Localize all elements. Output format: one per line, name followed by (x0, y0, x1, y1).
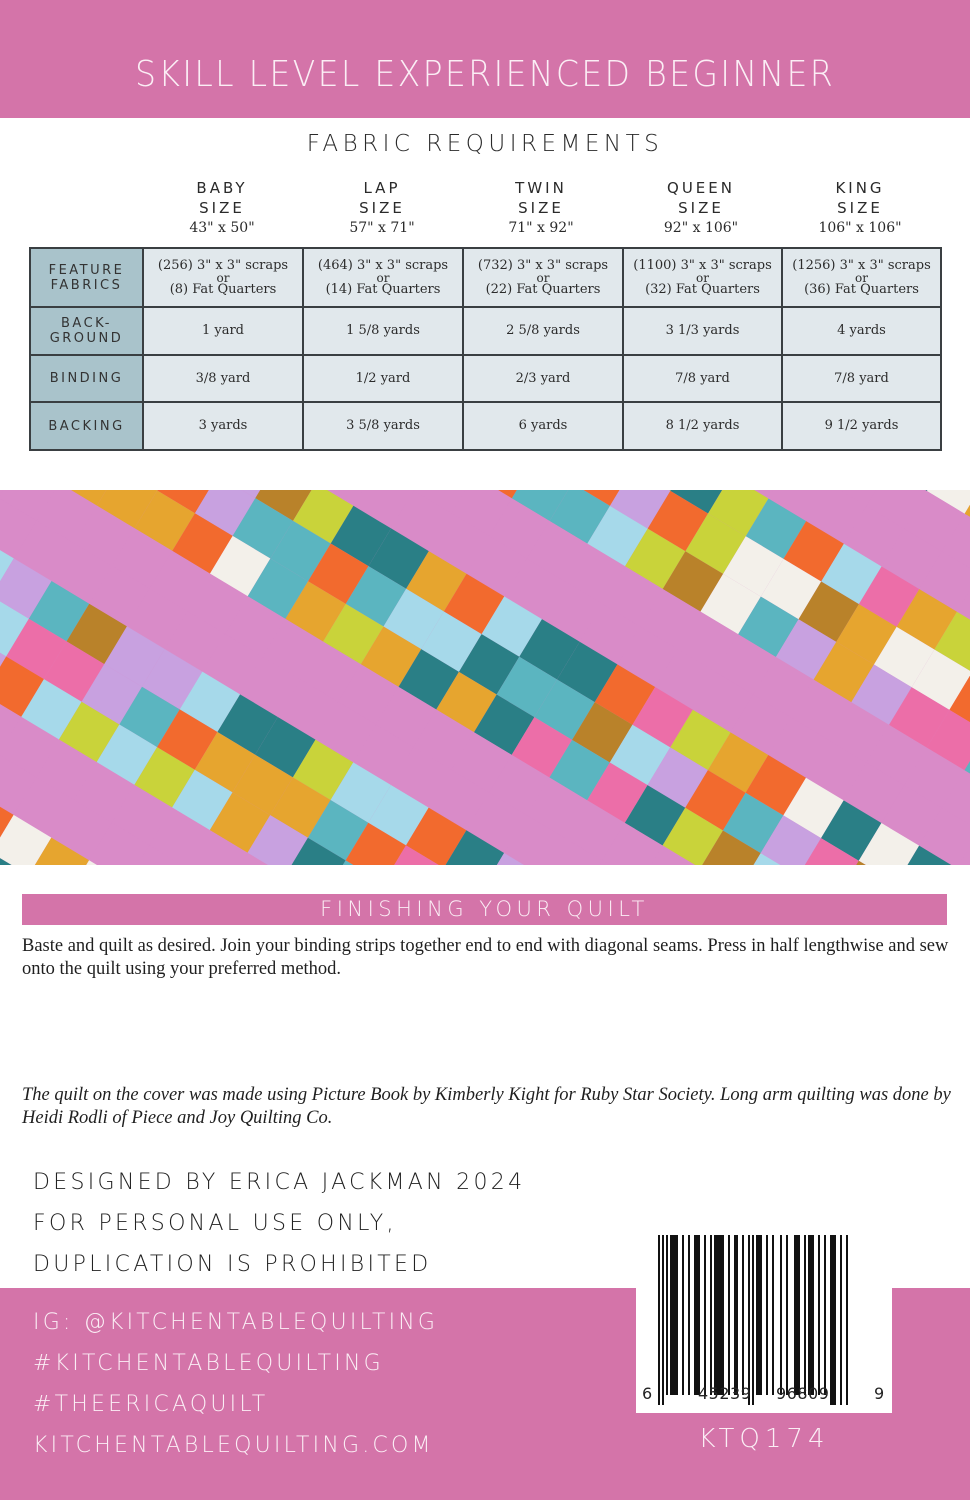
cell-line: (36) Fat Quarters (804, 281, 919, 297)
instagram-handle: IG: @KITCHENTABLEQUILTING (33, 1310, 439, 1335)
table-cell: 1/2 yard (303, 355, 463, 402)
copyright-line: DUPLICATION IS PROHIBITED (33, 1252, 432, 1277)
table-cell: 3 1/3 yards (623, 307, 782, 355)
barcode (636, 1220, 892, 1413)
size-header-king (780, 178, 940, 238)
size-name: BABY (196, 179, 248, 197)
finishing-title: FINISHING YOUR QUILT (320, 897, 649, 921)
copyright-line: FOR PERSONAL USE ONLY, (33, 1211, 397, 1236)
skill-level-title: SKILL LEVEL EXPERIENCED BEGINNER (134, 54, 836, 95)
size-name: LAP (363, 179, 401, 197)
table-cell (463, 248, 623, 307)
table-cell (623, 248, 782, 307)
cell-or: or (696, 270, 709, 285)
fabric-credit: The quilt on the cover was made using Picture Book by Kimberly Kight for Ruby Star Society. Long arm quilting was done by Heidi Rodli of Piece and Joy Quilting Co. (22, 1085, 951, 1128)
size-name: KING (835, 179, 885, 197)
pattern-sku: KTQ174 (698, 1424, 830, 1454)
finishing-instructions: Baste and quilt as desired. Join your binding strips together end to end with diagonal seams. Press in half lengthwise and sew onto the quilt using your preferred method. (22, 936, 949, 979)
designer-line: DESIGNED BY ERICA JACKMAN 2024 (33, 1170, 526, 1195)
table-cell: 3 5/8 yards (303, 402, 463, 450)
row-header-feature-fabrics (30, 248, 143, 307)
fabric-requirements-title: FABRIC REQUIREMENTS (306, 131, 664, 157)
designer-block (33, 1162, 653, 1285)
barcode-group-right: 96809 (776, 1384, 830, 1403)
table-cell: 2 5/8 yards (463, 307, 623, 355)
cell-line: (256) 3" x 3" scraps (157, 257, 289, 273)
cell-line: (32) Fat Quarters (645, 281, 760, 297)
table-cell: 7/8 yard (782, 355, 941, 402)
table-cell (303, 248, 463, 307)
size-headers (142, 178, 940, 244)
quilt-illustration (0, 490, 970, 865)
cell-or: or (536, 270, 550, 285)
barcode-group-left: 45239 (698, 1384, 752, 1403)
table-cell: 7/8 yard (623, 355, 782, 402)
fabric-requirements-table (29, 247, 942, 451)
hashtag: #THEERICAQUILT (33, 1392, 269, 1417)
cell-line: (8) Fat Quarters (169, 281, 277, 297)
row-header-line: FEATURE (48, 262, 125, 278)
table-row-background (30, 307, 941, 355)
barcode-digit-last: 9 (874, 1384, 885, 1403)
cell-line: (22) Fat Quarters (485, 281, 601, 297)
cell-or: or (855, 270, 868, 285)
cell-line: (1256) 3" x 3" scraps (792, 257, 931, 273)
quilt-photo (0, 490, 970, 865)
table-cell: 9 1/2 yards (782, 402, 941, 450)
size-dimensions: 71" x 92" (508, 220, 574, 236)
cell-or: or (376, 270, 390, 285)
table-cell (143, 248, 303, 307)
table-cell: 3 yards (143, 402, 303, 450)
size-header-twin (461, 178, 621, 238)
size-name: QUEEN (667, 179, 735, 197)
table-cell: 3/8 yard (143, 355, 303, 402)
size-dimensions: 43" x 50" (189, 220, 255, 236)
table-cell: 6 yards (463, 402, 623, 450)
table-cell: 2/3 yard (463, 355, 623, 402)
size-header-queen (621, 178, 781, 238)
size-header-lap (302, 178, 462, 238)
size-name: TWIN (515, 179, 567, 197)
cell-line: (14) Fat Quarters (325, 281, 441, 297)
cell-line: (464) 3" x 3" scraps (317, 257, 449, 273)
size-dimensions: 106" x 106" (818, 220, 902, 236)
size-label: SIZE (518, 199, 564, 217)
barcode-digit-first: 6 (642, 1384, 653, 1403)
social-block (33, 1302, 438, 1466)
skill-level-banner (0, 0, 970, 118)
size-header-baby (142, 178, 302, 238)
barcode-bars-icon (658, 1235, 868, 1405)
row-header-line: BACK- (60, 316, 112, 331)
row-header-line: GROUND (49, 331, 124, 346)
table-cell: 1 yard (143, 307, 303, 355)
size-dimensions: 92" x 106" (663, 220, 739, 236)
finishing-header-bar (22, 894, 947, 925)
row-header-backing: BACKING (30, 402, 143, 450)
row-header-line: FABRICS (50, 277, 123, 293)
table-cell: 4 yards (782, 307, 941, 355)
website-link: KITCHENTABLEQUILTING.COM (33, 1433, 434, 1458)
cell-line: (1100) 3" x 3" scraps (633, 257, 772, 273)
table-row-binding (30, 355, 941, 402)
cell-line: (732) 3" x 3" scraps (477, 257, 609, 273)
row-header-binding: BINDING (30, 355, 143, 402)
size-label: SIZE (199, 199, 245, 217)
hashtag: #KITCHENTABLEQUILTING (33, 1351, 384, 1376)
size-label: SIZE (359, 199, 405, 217)
size-label: SIZE (837, 199, 883, 217)
table-cell: 1 5/8 yards (303, 307, 463, 355)
cell-or: or (216, 270, 230, 285)
table-row-backing (30, 402, 941, 450)
table-cell: 8 1/2 yards (623, 402, 782, 450)
row-header-background (30, 307, 143, 355)
size-dimensions: 57" x 71" (349, 220, 415, 236)
table-row-feature-fabrics (30, 248, 941, 307)
size-label: SIZE (678, 199, 724, 217)
table-cell (782, 248, 941, 307)
